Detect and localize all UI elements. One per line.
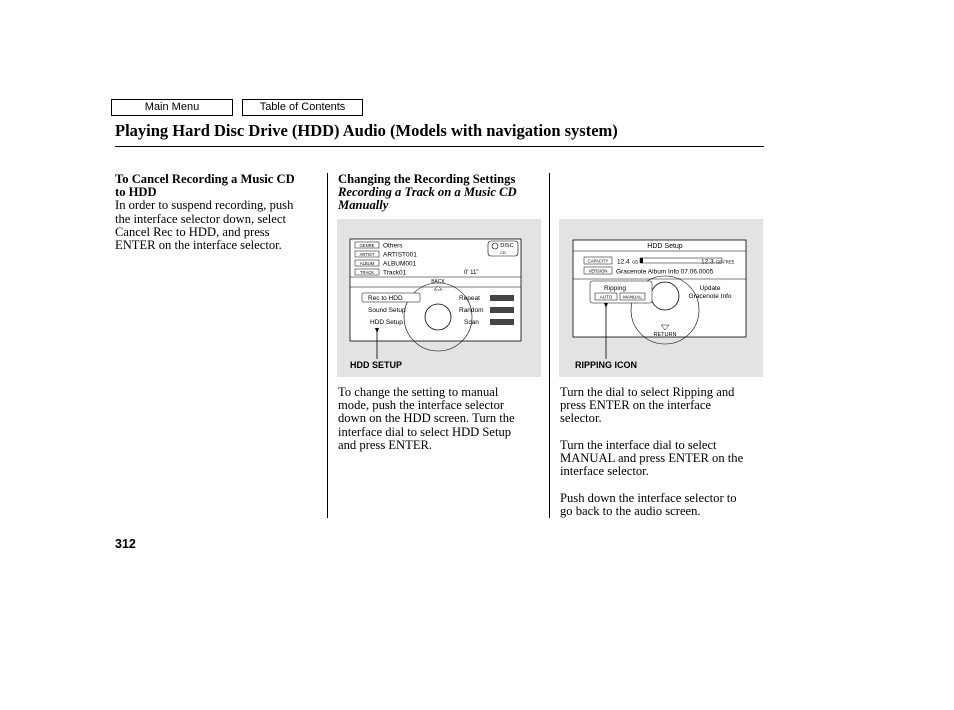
svg-text:HDD Setup: HDD Setup <box>647 243 683 250</box>
recording-settings-heading: Changing the Recording Settings <box>338 172 516 186</box>
svg-text:Random: Random <box>459 307 484 314</box>
svg-text:Rec to HDD: Rec to HDD <box>368 295 403 302</box>
hdd-setup-caption: HDD SETUP <box>350 360 403 370</box>
body-line: selector. <box>560 411 602 426</box>
svg-text:Update: Update <box>699 285 721 292</box>
svg-text:GENRE: GENRE <box>359 243 375 248</box>
svg-text:TRACK: TRACK <box>359 270 375 275</box>
ripping-icon-caption: RIPPING ICON <box>575 360 638 370</box>
svg-text:Ripping: Ripping <box>604 285 627 292</box>
ripping-icon-figure <box>559 219 763 377</box>
body-line: To change the setting to manual <box>338 385 499 399</box>
body-line: and press ENTER. <box>338 437 433 452</box>
svg-text:DISC: DISC <box>500 243 514 249</box>
body-line: ENTER on the interface selector. <box>115 238 282 253</box>
body-line: interface dial to select HDD Setup <box>338 424 512 439</box>
cancel-recording-heading-1: To Cancel Recording a Music CD <box>115 172 295 186</box>
svg-text:CD: CD <box>500 250 506 255</box>
body-line: down on the HDD screen. Turn the <box>338 411 515 426</box>
body-line: In order to suspend recording, push <box>115 198 294 213</box>
svg-text:ALBUM: ALBUM <box>359 261 375 266</box>
svg-text:Others: Others <box>383 242 403 250</box>
body-line: Push down the interface selector to <box>560 490 737 505</box>
svg-text:BACK: BACK <box>431 279 445 285</box>
body-line: interface selector. <box>560 464 649 479</box>
svg-text:GB FREE: GB FREE <box>716 259 735 265</box>
svg-text:VERSION: VERSION <box>588 268 608 274</box>
cancel-recording-section <box>115 173 320 252</box>
svg-text:HDD Setup: HDD Setup <box>370 319 403 326</box>
main-menu-button[interactable]: Main Menu <box>111 99 233 116</box>
svg-text:Track01: Track01 <box>383 269 407 277</box>
svg-text:AUTO: AUTO <box>599 294 613 300</box>
body-line: go back to the audio screen. <box>560 503 701 518</box>
page-number: 312 <box>115 537 136 551</box>
table-of-contents-button[interactable]: Table of Contents <box>242 99 363 116</box>
hdd-setup-screen-illustration <box>559 219 763 377</box>
svg-text:ALBUM001: ALBUM001 <box>383 260 417 268</box>
cancel-recording-heading-2: to HDD <box>115 185 157 200</box>
recording-manual-subheading-1: Recording a Track on a Music CD <box>338 185 517 200</box>
svg-text:Sound Setup: Sound Setup <box>368 307 406 314</box>
svg-text:Scan: Scan <box>464 319 479 326</box>
column-divider-1 <box>327 173 328 518</box>
manual-mode-instructions <box>338 386 543 452</box>
body-line: MANUAL and press ENTER on the <box>560 451 744 465</box>
dial-icon <box>651 282 679 310</box>
body-line: the interface selector down, select <box>115 211 286 226</box>
svg-text:GB: GB <box>632 259 639 265</box>
body-line: press ENTER on the interface <box>560 398 712 413</box>
svg-text:12.4: 12.4 <box>617 258 630 266</box>
body-line: mode, push the interface selector <box>338 398 505 413</box>
body-line: Turn the interface dial to select <box>560 437 717 452</box>
hdd-setup-figure <box>337 219 541 377</box>
title-rule <box>115 146 764 147</box>
body-line: Turn the dial to select Ripping and <box>560 385 735 399</box>
column-divider-2 <box>549 173 550 518</box>
svg-text:ARTIST: ARTIST <box>359 252 375 257</box>
svg-text:CAPACITY: CAPACITY <box>587 258 609 264</box>
body-line: Cancel Rec to HDD, and press <box>115 224 270 239</box>
svg-text:ARTIST001: ARTIST001 <box>383 251 417 259</box>
page-title: Playing Hard Disc Drive (HDD) Audio (Models with navigation system) <box>115 121 618 140</box>
svg-text:Gracenote Info: Gracenote Info <box>688 293 732 300</box>
dial-icon <box>425 304 451 330</box>
svg-text:12.3: 12.3 <box>701 258 714 266</box>
svg-text:0' 11'': 0' 11'' <box>464 270 479 276</box>
audio-screen-illustration <box>337 219 541 377</box>
svg-text:Repeat: Repeat <box>459 295 480 302</box>
svg-text:Gracenote Album Info 07.06.000: Gracenote Album Info 07.06.0005 <box>616 268 714 276</box>
recording-manual-subheading-2: Manually <box>338 198 389 213</box>
svg-text:MANUAL: MANUAL <box>623 294 642 300</box>
ripping-instructions <box>560 386 765 518</box>
recording-settings-heading-block <box>338 173 543 213</box>
svg-text:RETURN: RETURN <box>653 332 677 338</box>
